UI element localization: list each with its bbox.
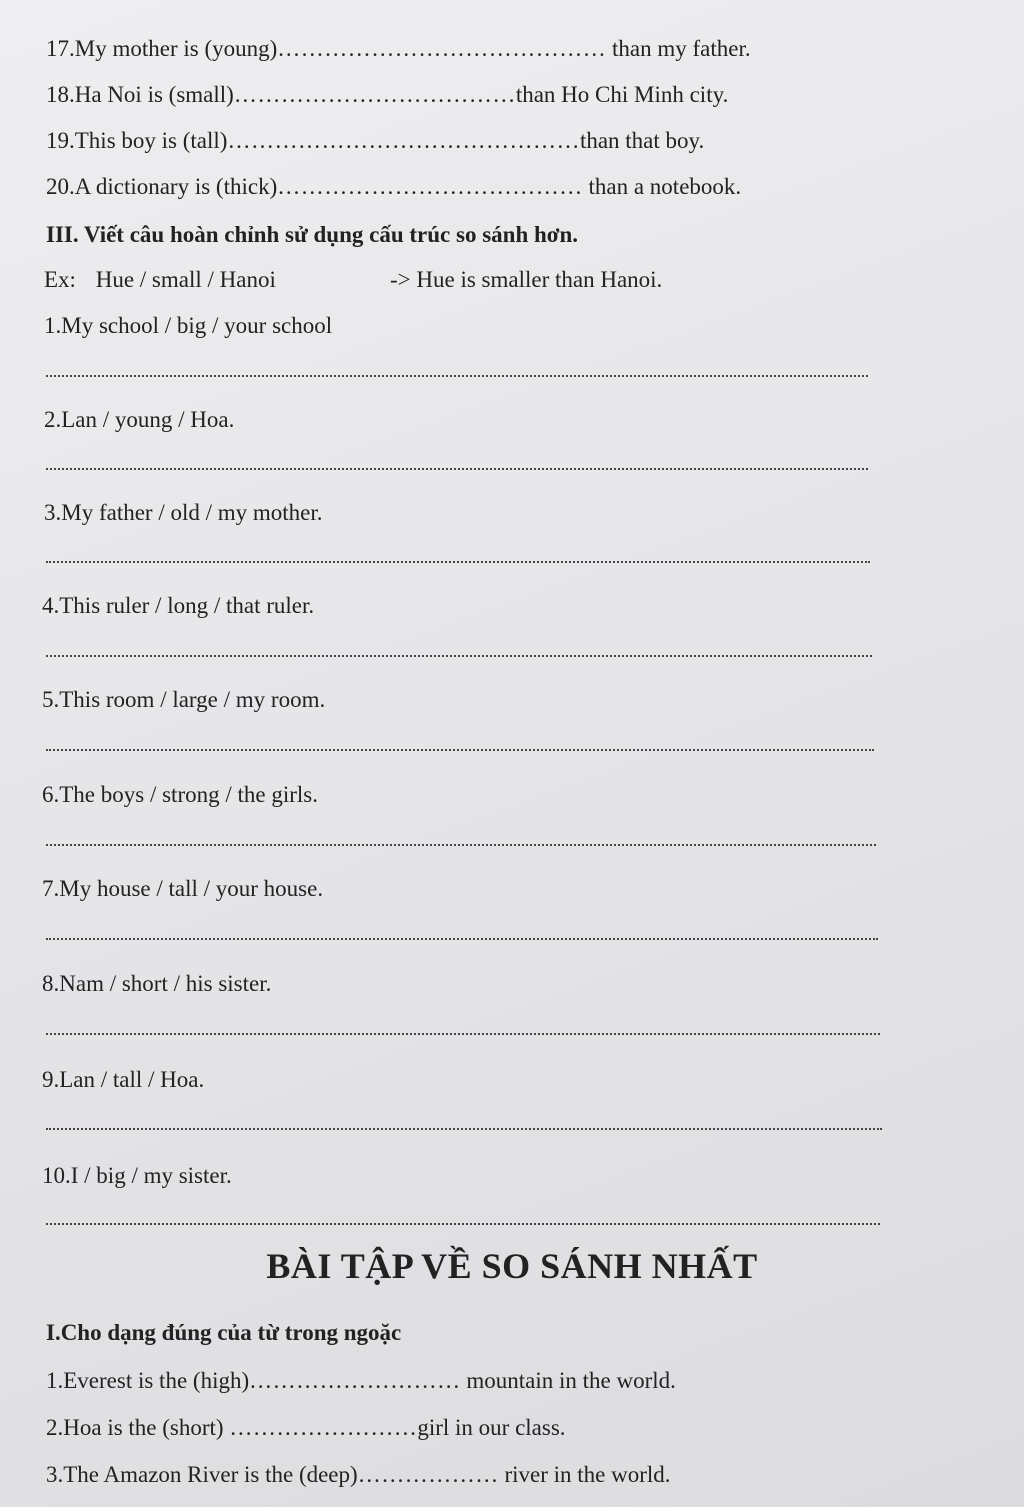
- page-title: BÀI TẬP VỀ SO SÁNH NHẤT: [266, 1246, 758, 1286]
- item-prompt: 17.My mother is (young): [46, 36, 278, 61]
- superlative-item-3: [46, 1462, 671, 1488]
- sentence-item-3: 3.My father / old / my mother.: [44, 500, 323, 525]
- answer-blank[interactable]: ………………………………: [233, 82, 516, 107]
- item-suffix: than that boy.: [579, 128, 705, 153]
- sentence-item-7: 7.My house / tall / your house.: [42, 876, 324, 901]
- answer-line[interactable]: [46, 1128, 882, 1130]
- answer-line[interactable]: [46, 1223, 880, 1225]
- sentence-item-1: 1.My school / big / your school: [44, 313, 333, 338]
- item-prompt: 20.A dictionary is (thick): [46, 174, 278, 199]
- answer-blank[interactable]: ………………………: [249, 1368, 461, 1393]
- superlative-item-1: [46, 1368, 676, 1394]
- answer-blank[interactable]: ………………………………………: [227, 128, 580, 153]
- sentence-item-5: 5.This room / large / my room.: [42, 687, 326, 712]
- item-suffix: girl in our class.: [417, 1415, 566, 1440]
- exercise-item-17: [46, 36, 751, 62]
- sentence-item-2: 2.Lan / young / Hoa.: [44, 407, 235, 432]
- item-suffix: than my father.: [606, 36, 751, 61]
- answer-line[interactable]: [46, 375, 868, 377]
- section-heading: III. Viết câu hoàn chỉnh sử dụng cấu trúc so sánh hơn.: [46, 222, 579, 247]
- sentence-item-9: 9.Lan / tall / Hoa.: [42, 1067, 205, 1092]
- example-answer: -> Hue is smaller than Hanoi.: [390, 267, 663, 292]
- answer-line[interactable]: [46, 468, 868, 470]
- item-suffix: than a notebook.: [582, 174, 742, 199]
- item-prompt: 3.The Amazon River is the (deep): [46, 1462, 358, 1487]
- answer-line[interactable]: [46, 749, 874, 751]
- answer-blank[interactable]: ………………: [357, 1462, 499, 1487]
- exercise-item-18: [46, 82, 728, 108]
- sentence-item-4: 4.This ruler / long / that ruler.: [42, 593, 315, 618]
- item-suffix: mountain in the world.: [460, 1368, 676, 1393]
- item-prompt: 1.Everest is the (high): [46, 1368, 250, 1393]
- example-label: Ex:: [44, 267, 76, 292]
- answer-line[interactable]: [46, 844, 876, 846]
- item-suffix: river in the world.: [498, 1462, 671, 1487]
- answer-blank[interactable]: ……………………………………: [277, 36, 607, 61]
- exercise-item-20: [46, 174, 741, 200]
- example-line: [44, 267, 663, 293]
- exercise-item-19: [46, 128, 704, 154]
- answer-line[interactable]: [46, 655, 872, 657]
- item-prompt: 18.Ha Noi is (small): [46, 82, 234, 107]
- sentence-item-6: 6.The boys / strong / the girls.: [42, 782, 318, 807]
- answer-line[interactable]: [46, 561, 870, 563]
- item-prompt: 2.Hoa is the (short): [46, 1415, 230, 1440]
- section-heading: I.Cho dạng đúng của từ trong ngoặc: [46, 1320, 402, 1345]
- superlative-item-2: [46, 1415, 566, 1441]
- item-suffix: than Ho Chi Minh city.: [515, 82, 729, 107]
- sentence-item-8: 8.Nam / short / his sister.: [42, 971, 272, 996]
- item-prompt: 19.This boy is (tall): [46, 128, 228, 153]
- answer-line[interactable]: [46, 938, 878, 940]
- answer-blank[interactable]: ……………………: [229, 1415, 418, 1440]
- answer-line[interactable]: [46, 1033, 880, 1035]
- sentence-item-10: 10.I / big / my sister.: [42, 1163, 232, 1188]
- answer-blank[interactable]: …………………………………: [277, 174, 583, 199]
- example-prompt: Hue / small / Hanoi: [95, 267, 276, 292]
